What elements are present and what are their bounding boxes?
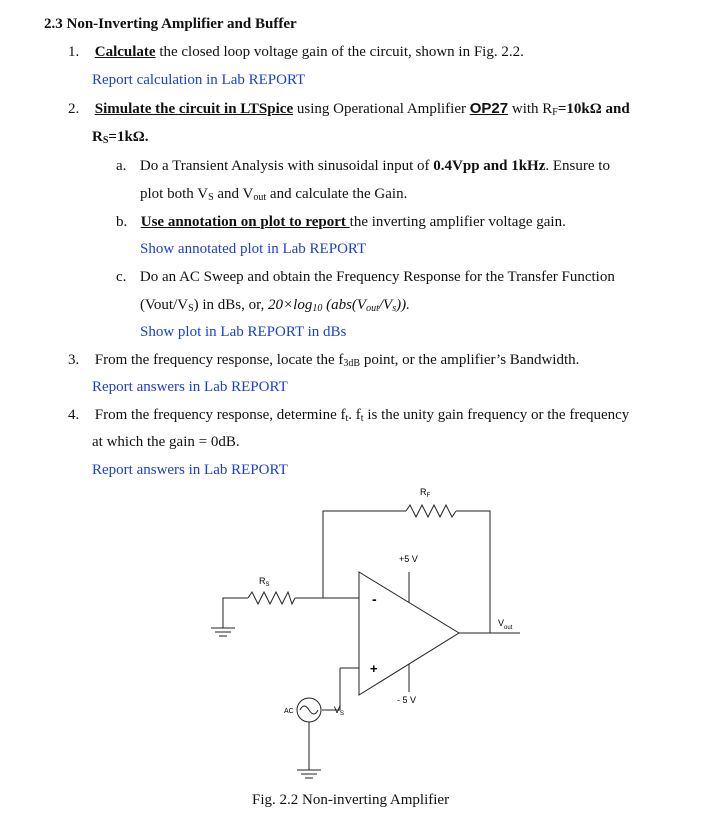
subitem-letter: c. bbox=[116, 269, 127, 285]
item-text: Do an AC Sweep and obtain the Frequency Response for the Transfer Function bbox=[139, 269, 615, 285]
report-note-3: Report answers in Lab REPORT bbox=[92, 379, 288, 395]
circuit-schematic bbox=[0, 480, 724, 800]
item-number: 1. bbox=[68, 44, 80, 60]
formula-part: (abs(V bbox=[322, 297, 367, 313]
item-text: point, or the amplifier’s Bandwidth. bbox=[360, 352, 580, 368]
vpos-label: +5 V bbox=[399, 554, 418, 564]
item-number: 4. bbox=[68, 407, 80, 423]
item-number: 2. bbox=[68, 101, 80, 117]
feedback-wire bbox=[323, 511, 406, 598]
item-3 bbox=[68, 351, 579, 373]
item-text: Do a Transient Analysis with sinusoidal input of bbox=[139, 158, 434, 174]
opamp-name: OP27 bbox=[469, 100, 509, 117]
subitem-b bbox=[116, 213, 566, 231]
subscript: S bbox=[208, 192, 214, 203]
vout-label: $V_{out}$ bbox=[498, 618, 513, 631]
item-2 bbox=[68, 100, 630, 122]
item-4-cont: at which the gain = 0dB. bbox=[92, 434, 240, 450]
item-text: ) in dBs, or, bbox=[193, 297, 269, 313]
subscript: F bbox=[552, 107, 558, 118]
item-text: using Operational Amplifier bbox=[293, 101, 470, 117]
subitem-letter: b. bbox=[116, 214, 128, 230]
vs-label: $V_S$ bbox=[334, 705, 345, 717]
subscript: out bbox=[253, 192, 267, 203]
rs-ground-wire bbox=[223, 598, 248, 628]
subitem-c bbox=[116, 268, 615, 286]
source-wire bbox=[322, 668, 340, 710]
inverting-sign: - bbox=[372, 591, 377, 607]
item-text: . Ensure to bbox=[545, 158, 610, 174]
subscript: 10 bbox=[312, 303, 323, 314]
item-text: with R bbox=[508, 101, 553, 117]
subscript: S bbox=[102, 135, 109, 146]
item-value: =1kΩ. bbox=[108, 129, 149, 145]
noninverting-sign: + bbox=[370, 661, 378, 676]
subitem-letter: a. bbox=[116, 158, 127, 174]
item-lead: Simulate the circuit in LTSpice bbox=[94, 101, 294, 117]
subitem-c-cont bbox=[140, 296, 410, 318]
formula-part: /V bbox=[378, 297, 393, 313]
feedback-wire-out bbox=[456, 511, 490, 633]
item-text: R bbox=[92, 129, 103, 145]
ac-label: AC bbox=[284, 708, 294, 715]
subscript: 3dB bbox=[343, 358, 361, 369]
subscript: t bbox=[360, 413, 364, 424]
item-text: plot both V bbox=[140, 186, 209, 202]
vneg-label: - 5 V bbox=[397, 695, 417, 705]
formula-part: )). bbox=[396, 297, 410, 313]
item-text: the closed loop voltage gain of the circuit, shown in Fig. 2.2. bbox=[155, 44, 524, 60]
subscript: t bbox=[345, 413, 349, 424]
item-2-cont bbox=[92, 128, 149, 150]
figure-caption: Fig. 2.2 Non-inverting Amplifier bbox=[252, 792, 450, 808]
item-text: and V bbox=[213, 186, 254, 202]
formula bbox=[268, 297, 410, 313]
item-text: (Vout/V bbox=[140, 297, 189, 313]
item-lead: Calculate bbox=[94, 44, 156, 60]
item-text: From the frequency response, locate the f bbox=[94, 352, 344, 368]
report-note-2c: Show plot in Lab REPORT in dBs bbox=[140, 324, 347, 340]
item-text: and calculate the Gain. bbox=[266, 186, 408, 202]
subitem-a bbox=[116, 157, 610, 175]
formula-part: 20×log bbox=[268, 297, 313, 313]
subitem-a-cont bbox=[140, 185, 407, 207]
item-value: 0.4Vpp and 1kHz bbox=[433, 158, 546, 174]
rs-resistor bbox=[248, 592, 295, 604]
item-text: . f bbox=[348, 407, 361, 423]
sine-icon bbox=[300, 706, 318, 714]
subscript: S bbox=[188, 303, 194, 314]
subscript: s bbox=[392, 303, 397, 314]
item-text: From the frequency response, determine f bbox=[94, 407, 346, 423]
rf-label: $R_F$ bbox=[420, 487, 431, 499]
item-number: 3. bbox=[68, 352, 80, 368]
rs-label: $R_S$ bbox=[259, 576, 270, 588]
item-4 bbox=[68, 406, 629, 428]
item-lead: Use annotation on plot to report bbox=[140, 214, 350, 230]
item-text: the inverting amplifier voltage gain. bbox=[349, 214, 566, 230]
subscript: out bbox=[366, 303, 379, 314]
report-note-4: Report answers in Lab REPORT bbox=[92, 462, 288, 478]
rf-resistor bbox=[406, 505, 456, 517]
section-title: 2.3 Non-Inverting Amplifier and Buffer bbox=[44, 16, 297, 32]
report-note-2b: Show annotated plot in Lab REPORT bbox=[140, 241, 367, 257]
item-text: is the unity gain frequency or the frequency bbox=[363, 407, 630, 423]
item-value: =10kΩ and bbox=[557, 101, 630, 117]
report-note-1: Report calculation in Lab REPORT bbox=[92, 72, 306, 88]
item-1 bbox=[68, 43, 524, 61]
